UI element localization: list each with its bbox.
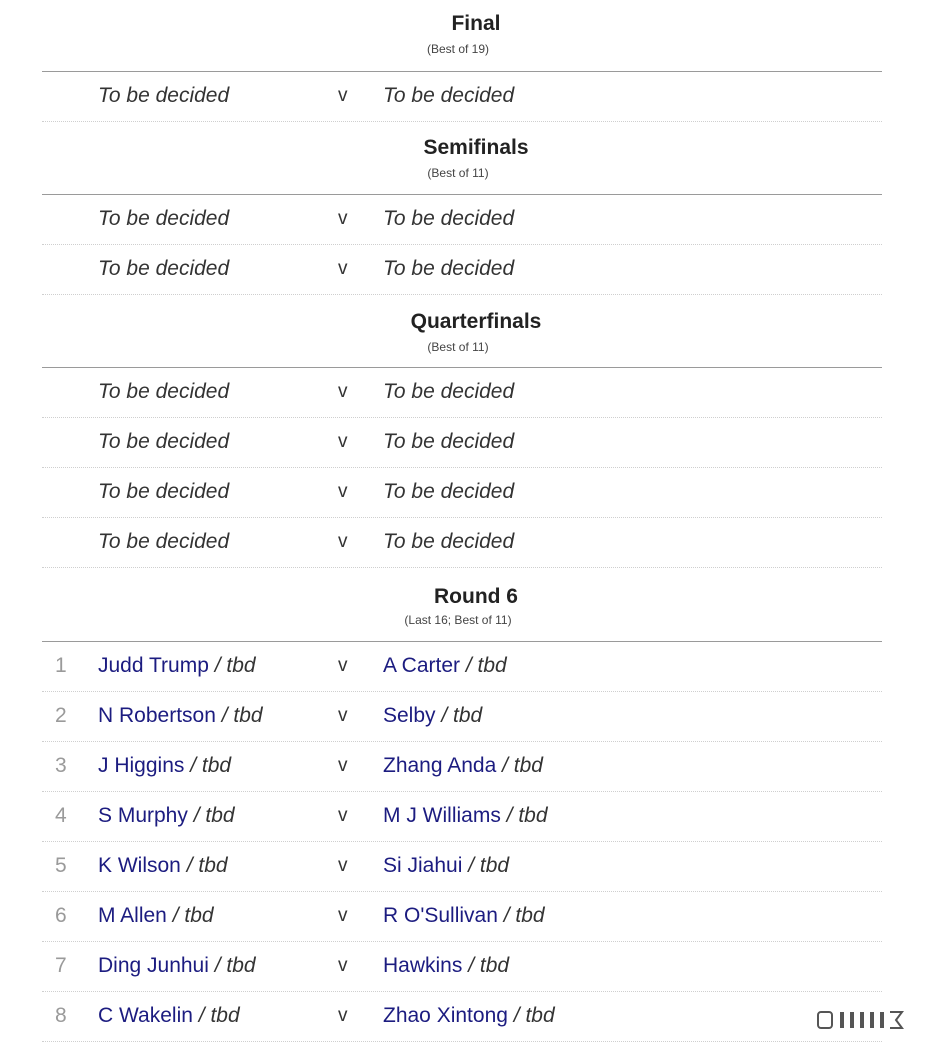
versus-label: v [338, 381, 348, 402]
versus-label: v [338, 531, 348, 552]
score-separator: / [460, 654, 478, 677]
player-two [383, 654, 507, 678]
score-value: tbd [513, 754, 543, 777]
match-row [42, 418, 882, 468]
versus-label: v [338, 208, 348, 229]
score-separator: / [462, 954, 480, 977]
section-subtitle: (Best of 11) [427, 166, 489, 180]
player-link[interactable]: Zhao Xintong [383, 1004, 508, 1027]
player-link[interactable]: S Murphy [98, 804, 188, 827]
player-two: To be decided [383, 430, 515, 453]
score-value: tbd [518, 804, 548, 827]
player-one: To be decided [98, 380, 230, 403]
score-value: tbd [226, 654, 256, 677]
score-separator: / [208, 654, 227, 677]
player-one [98, 1004, 240, 1028]
score-separator: / [507, 1004, 526, 1027]
versus-label: v [338, 481, 348, 502]
player-one [98, 904, 214, 928]
score-value: tbd [198, 854, 228, 877]
section-subtitle: (Best of 11) [427, 340, 489, 354]
match-number: 5 [55, 854, 67, 877]
score-value: tbd [210, 1004, 240, 1027]
section-title: Final [451, 12, 501, 35]
player-one: To be decided [98, 84, 230, 107]
versus-label: v [338, 905, 348, 926]
player-one [98, 704, 263, 728]
match-number: 4 [55, 804, 67, 827]
score-value: tbd [184, 904, 214, 927]
player-one: To be decided [98, 257, 230, 280]
table-row [42, 892, 882, 942]
versus-label: v [338, 805, 348, 826]
player-two: To be decided [383, 257, 515, 280]
player-one [98, 954, 256, 978]
versus-label: v [338, 85, 348, 106]
score-separator: / [187, 804, 206, 827]
score-value: tbd [477, 654, 507, 677]
score-separator: / [435, 704, 454, 727]
player-one [98, 854, 228, 878]
player-one: To be decided [98, 430, 230, 453]
watermark-icon [816, 1008, 912, 1032]
score-separator: / [184, 754, 202, 777]
section-subtitle: (Last 16; Best of 11) [404, 613, 512, 627]
player-one [98, 654, 256, 678]
score-separator: / [497, 904, 516, 927]
player-link[interactable]: M J Williams [383, 804, 501, 827]
score-separator: / [166, 904, 185, 927]
player-two [383, 704, 482, 728]
match-row [42, 195, 882, 245]
player-two [383, 804, 548, 828]
score-value: tbd [226, 954, 256, 977]
player-two [383, 954, 509, 978]
player-link[interactable]: Hawkins [383, 954, 463, 977]
versus-label: v [338, 1005, 348, 1026]
player-link[interactable]: Selby [383, 704, 436, 727]
player-two [383, 904, 545, 928]
player-one: To be decided [98, 530, 230, 553]
match-row [42, 368, 882, 418]
player-two: To be decided [383, 530, 515, 553]
player-two: To be decided [383, 480, 515, 503]
player-two [383, 754, 543, 778]
score-separator: / [192, 1004, 211, 1027]
player-two [383, 1004, 555, 1028]
score-value: tbd [453, 704, 483, 727]
player-one: To be decided [98, 480, 230, 503]
score-separator: / [215, 704, 234, 727]
match-number: 6 [55, 904, 67, 927]
match-number: 3 [55, 754, 67, 777]
player-link[interactable]: Ding Junhui [98, 954, 209, 977]
score-value: tbd [201, 754, 232, 777]
table-row [42, 942, 882, 992]
table-row [42, 842, 882, 892]
player-link[interactable]: N Robertson [98, 704, 216, 727]
score-value: tbd [479, 854, 510, 877]
player-link[interactable]: K Wilson [98, 854, 181, 877]
table-row [42, 992, 882, 1042]
player-two: To be decided [383, 207, 515, 230]
table-row [42, 792, 882, 842]
score-value: tbd [233, 704, 263, 727]
section-subtitle: (Best of 19) [426, 42, 490, 56]
player-link[interactable]: Zhang Anda [383, 754, 497, 777]
player-one [98, 804, 235, 828]
score-value: tbd [525, 1004, 555, 1027]
match-number: 8 [55, 1004, 67, 1027]
match-number: 7 [55, 954, 67, 977]
score-value: tbd [515, 904, 545, 927]
match-row [42, 245, 882, 295]
section-title: Quarterfinals [410, 310, 542, 333]
score-value: tbd [205, 804, 235, 827]
player-two [383, 854, 509, 878]
player-link[interactable]: Judd Trump [98, 654, 209, 677]
player-two: To be decided [383, 380, 515, 403]
player-link[interactable]: M Allen [98, 904, 167, 927]
player-two: To be decided [383, 84, 515, 107]
match-number: 2 [55, 704, 67, 727]
player-link[interactable]: Si Jiahui [383, 854, 463, 877]
match-row [42, 518, 882, 568]
table-row [42, 642, 882, 692]
player-link[interactable]: C Wakelin [98, 1004, 193, 1027]
player-link[interactable]: A Carter [383, 654, 461, 677]
match-row [42, 72, 882, 122]
score-separator: / [462, 854, 480, 877]
versus-label: v [338, 855, 348, 876]
player-link[interactable]: R O'Sullivan [383, 904, 498, 927]
versus-label: v [338, 755, 348, 776]
versus-label: v [338, 955, 348, 976]
score-value: tbd [479, 954, 510, 977]
versus-label: v [338, 705, 348, 726]
table-row [42, 742, 882, 792]
player-one: To be decided [98, 207, 230, 230]
score-separator: / [496, 754, 514, 777]
section-title: Semifinals [423, 136, 529, 159]
score-separator: / [180, 854, 199, 877]
versus-label: v [338, 431, 348, 452]
player-link[interactable]: J Higgins [98, 754, 185, 777]
match-number: 1 [55, 654, 67, 677]
versus-label: v [338, 655, 348, 676]
versus-label: v [338, 258, 348, 279]
score-separator: / [500, 804, 519, 827]
section-title: Round 6 [434, 585, 518, 608]
player-one [98, 754, 231, 778]
table-row [42, 692, 882, 742]
match-row [42, 468, 882, 518]
score-separator: / [208, 954, 227, 977]
